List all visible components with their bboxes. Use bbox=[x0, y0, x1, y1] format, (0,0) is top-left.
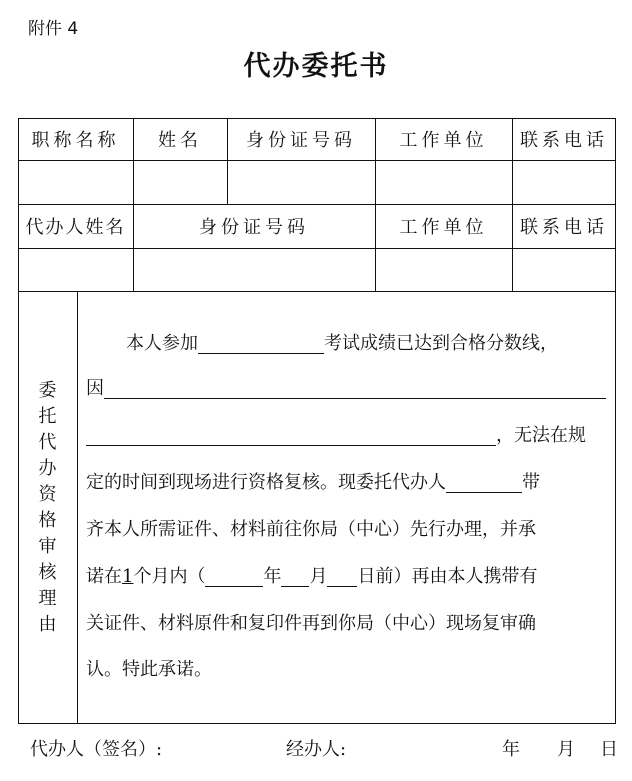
header-id-number: 身份证号码 bbox=[246, 130, 356, 151]
statement-line-3: ，无法在规 bbox=[86, 422, 586, 450]
row-divider bbox=[18, 291, 616, 292]
page-title: 代办委托书 bbox=[243, 51, 389, 82]
statement-line-4: 定的时间到现场进行资格复核。现委托代办人 带 bbox=[86, 472, 540, 493]
statement-line-8: 认。特此承诺。 bbox=[86, 659, 212, 680]
input-agent-name[interactable] bbox=[18, 248, 133, 291]
reason-char: 托 bbox=[38, 405, 57, 427]
reason-char: 理 bbox=[38, 587, 57, 609]
header-agent-id-number: 身份证号码 bbox=[199, 217, 309, 238]
reason-char: 由 bbox=[38, 613, 57, 635]
footer-month: 月 bbox=[557, 739, 575, 760]
statement-line-5: 齐本人所需证件、材料前往你局（中心）先行办理，并承 bbox=[86, 519, 536, 540]
statement-line-7: 关证件、材料原件和复印件再到你局（中心）现场复审确 bbox=[86, 613, 536, 634]
col-divider bbox=[77, 291, 78, 724]
input-agent-work-unit[interactable] bbox=[375, 248, 512, 291]
reason-char: 审 bbox=[38, 535, 57, 557]
reason-char: 核 bbox=[38, 561, 57, 583]
reason-char: 资 bbox=[38, 483, 57, 505]
month-count: 1 bbox=[122, 566, 134, 587]
header-work-unit: 工作单位 bbox=[399, 130, 488, 151]
reason-blank-1[interactable] bbox=[104, 376, 606, 399]
input-title-name[interactable] bbox=[18, 160, 133, 204]
attachment-label: 附件 4 bbox=[28, 19, 79, 39]
agent-name-blank[interactable] bbox=[446, 470, 522, 493]
deadline-month-blank[interactable] bbox=[281, 564, 309, 587]
input-id-number[interactable] bbox=[227, 160, 375, 204]
footer-day: 日 bbox=[600, 739, 618, 760]
deadline-day-blank[interactable] bbox=[327, 564, 357, 587]
input-phone[interactable] bbox=[512, 160, 616, 204]
statement-line-2: 因 bbox=[86, 375, 606, 403]
reason-blank-2[interactable] bbox=[86, 423, 496, 446]
header-title-name: 职称名称 bbox=[31, 130, 120, 151]
header-agent-work-unit: 工作单位 bbox=[399, 217, 488, 238]
reason-label bbox=[18, 291, 77, 724]
handler-label: 经办人: bbox=[286, 739, 347, 760]
reason-char: 委 bbox=[38, 379, 57, 401]
header-agent-phone: 联系电话 bbox=[520, 217, 608, 238]
footer-year: 年 bbox=[502, 739, 520, 760]
reason-char: 格 bbox=[38, 509, 57, 531]
header-agent-name: 代办人姓名 bbox=[25, 217, 126, 238]
input-agent-phone[interactable] bbox=[512, 248, 616, 291]
header-name: 姓名 bbox=[158, 130, 202, 151]
border-bottom bbox=[18, 723, 616, 724]
statement-line-1: 本人参加 考试成绩已达到合格分数线， bbox=[126, 333, 558, 354]
exam-name-blank[interactable] bbox=[198, 331, 324, 354]
header-phone: 联系电话 bbox=[520, 130, 608, 151]
agent-signature-label: 代办人（签名）: bbox=[30, 739, 163, 760]
input-name[interactable] bbox=[133, 160, 227, 204]
input-work-unit[interactable] bbox=[375, 160, 512, 204]
input-agent-id-number[interactable] bbox=[133, 248, 375, 291]
deadline-year-blank[interactable] bbox=[205, 564, 263, 587]
statement-body bbox=[86, 330, 612, 690]
reason-char: 代 bbox=[38, 431, 57, 453]
statement-line-6: 诺在1个月内（ 年 月 日前）再由本人携带有 bbox=[86, 566, 538, 587]
reason-char: 办 bbox=[38, 457, 57, 479]
